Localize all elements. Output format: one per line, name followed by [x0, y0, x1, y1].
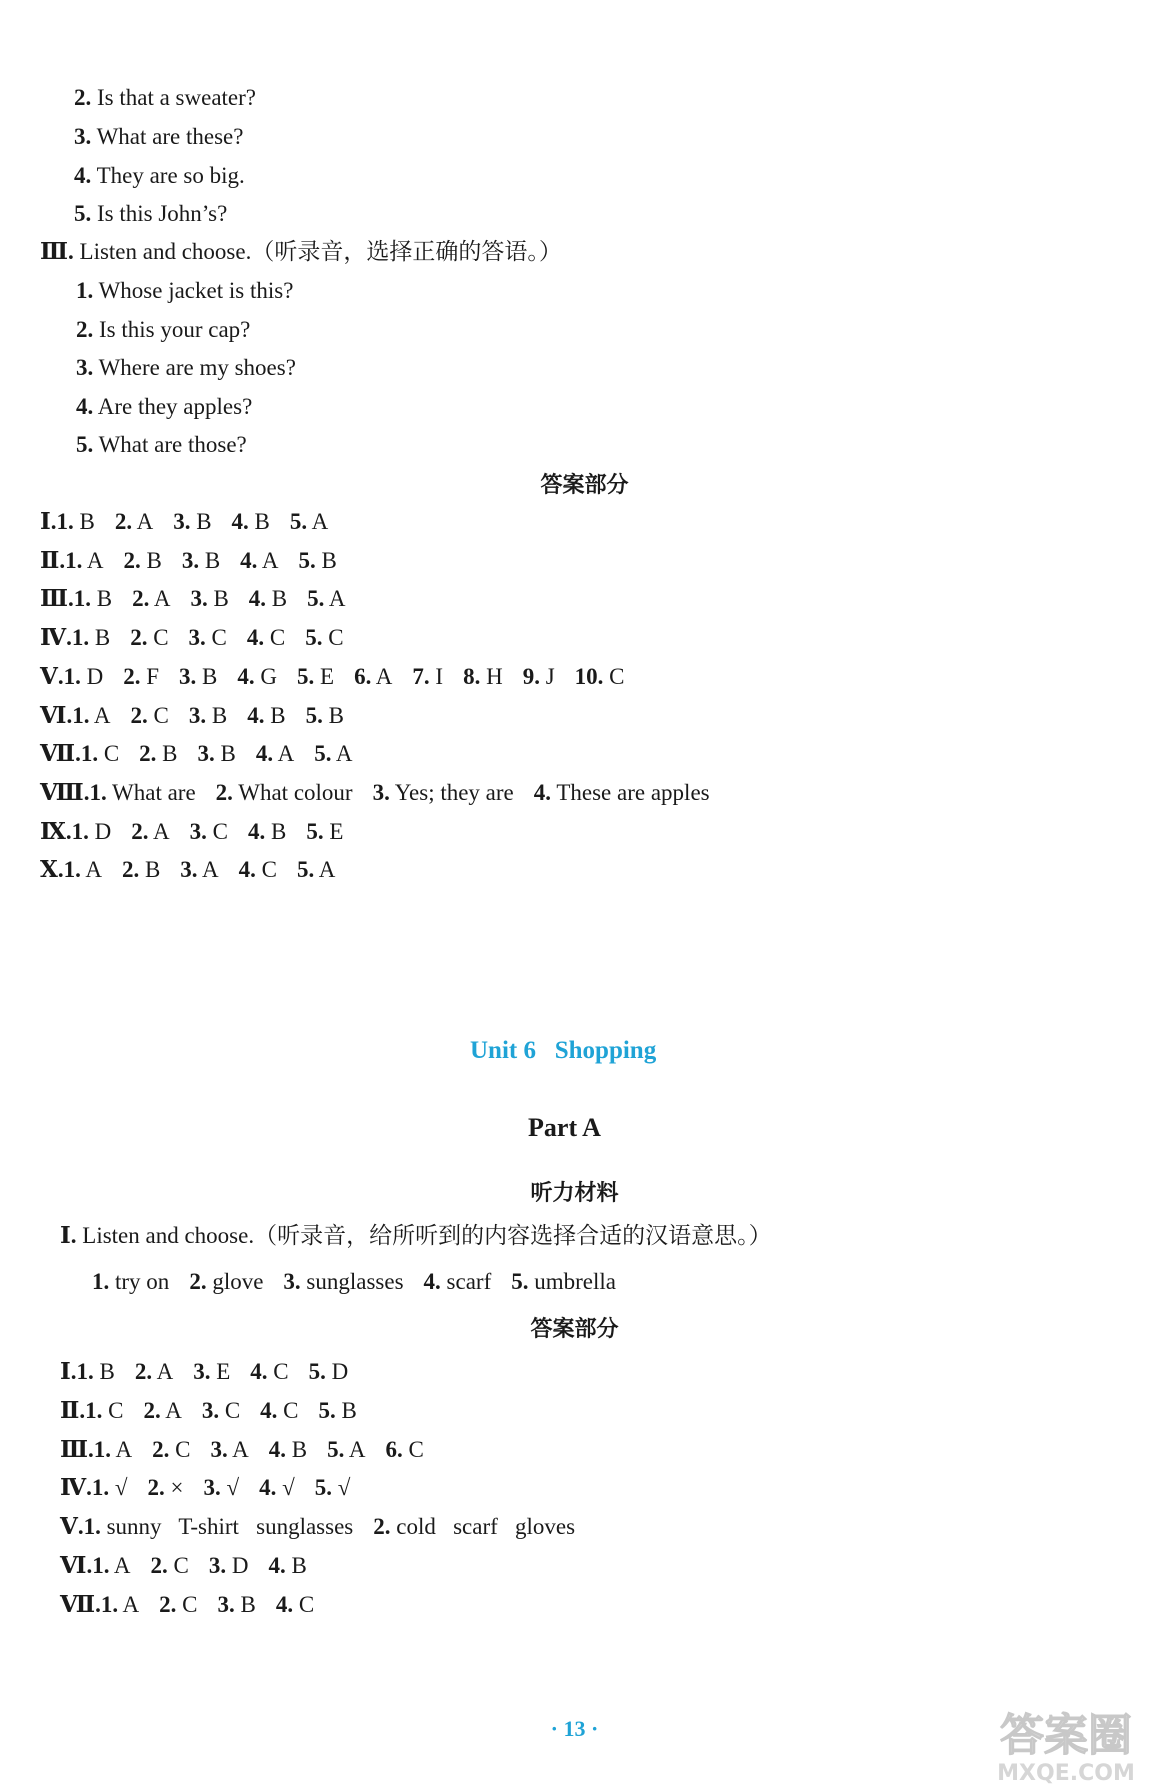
- roman-numeral: Ⅰ.: [40, 509, 57, 534]
- answers2-row: [60, 1358, 348, 1386]
- answer-item: 1. D: [71, 818, 112, 844]
- q3-item-5: 5. What are those?: [76, 432, 247, 457]
- answer-item: 2. A: [114, 509, 154, 534]
- answer-item: 5. A: [307, 586, 346, 612]
- q3-item-4: 4. Are they apples?: [76, 394, 253, 419]
- answer-item: 1. A: [72, 702, 111, 728]
- answer-item: 7. I: [412, 663, 444, 689]
- answers1-row: [40, 663, 625, 691]
- answer-item: 2. A: [132, 586, 171, 612]
- answers2-row: [60, 1397, 357, 1425]
- roman-numeral: Ⅶ.: [40, 741, 81, 767]
- q3-instruction: Ⅲ. Listen and choose.（听录音，选择正确的答语。）: [40, 239, 562, 264]
- answer-item: 4. B: [268, 1436, 308, 1462]
- answer-item: 4. B: [248, 586, 288, 612]
- answers2-row: [60, 1591, 314, 1619]
- q2-item-5: 5. Is this John’s?: [74, 201, 228, 226]
- answer-item: 3. C: [201, 1397, 241, 1423]
- answer-item: 4. G: [237, 663, 277, 689]
- answer-item: 4. √: [259, 1475, 295, 1501]
- answers-heading-1: 答案部分: [540, 473, 629, 498]
- roman-numeral: Ⅳ.: [40, 625, 72, 651]
- answers2-row: [60, 1513, 575, 1541]
- answer-item: 1. B: [76, 1359, 115, 1384]
- answer-item: 4. These are apples: [533, 779, 710, 805]
- answer-item: 2. A: [134, 1359, 174, 1384]
- answers1-row: [40, 624, 344, 652]
- listening-item: 1. try on: [92, 1269, 170, 1294]
- answer-item: 4. C: [260, 1397, 299, 1423]
- answers2-row: [60, 1474, 350, 1502]
- answer-item: 1. B: [56, 509, 95, 534]
- answer-item: 2. F: [123, 663, 160, 689]
- answer-item: 2. B: [139, 741, 178, 767]
- answer-item: 5. A: [289, 509, 329, 534]
- q3-item-2: 2. Is this your cap?: [76, 317, 251, 342]
- answers2-row: [60, 1436, 424, 1464]
- answer-item: 4. A: [240, 547, 279, 573]
- answer-item: 3. B: [217, 1591, 256, 1617]
- svg-text:MXQE.COM: MXQE.COM: [997, 1761, 1135, 1786]
- answer-item: 4. B: [268, 1553, 307, 1578]
- answer-item: 3. B: [197, 741, 236, 767]
- roman-numeral: Ⅷ.: [40, 779, 90, 805]
- answer-item: 2. C: [152, 1436, 191, 1462]
- answer-item: 1. C: [80, 741, 120, 767]
- q1b-items: [92, 1268, 616, 1296]
- roman-numeral: Ⅴ.: [60, 1514, 84, 1540]
- answer-item: 3. B: [179, 663, 218, 689]
- answer-item: 3. B: [173, 509, 212, 534]
- answer-item: 4. C: [238, 857, 277, 883]
- roman-numeral: Ⅶ.: [60, 1591, 101, 1617]
- roman-numeral: Ⅱ.: [40, 547, 66, 573]
- listening-item: 4. scarf: [423, 1269, 492, 1294]
- answer-item: 5. B: [318, 1397, 357, 1423]
- answer-item: 3. A: [180, 857, 219, 883]
- answers2-row: [60, 1552, 307, 1580]
- roman-numeral: Ⅳ.: [60, 1475, 92, 1501]
- answers1-row: [40, 702, 344, 730]
- q2-item-3: 3. What are these?: [74, 124, 244, 149]
- answer-item: 6. C: [385, 1436, 424, 1462]
- answer-item: 2. A: [143, 1397, 182, 1423]
- answer-item: 3. C: [188, 625, 227, 651]
- q2-item-2: 2. Is that a sweater?: [74, 85, 257, 110]
- answer-item: 2. C: [130, 625, 169, 651]
- answer-item: 2. ×: [147, 1475, 184, 1501]
- answer-item: 6. A: [354, 663, 393, 689]
- answer-item: 1. A: [65, 547, 104, 573]
- answer-item: 2. cold scarf gloves: [373, 1514, 576, 1540]
- listening-item: 3. sunglasses: [283, 1269, 404, 1294]
- listening-item: 2. glove: [189, 1269, 264, 1294]
- listening-item: 5. umbrella: [511, 1269, 616, 1294]
- answer-item: 5. A: [296, 857, 336, 883]
- roman-numeral: Ⅹ.: [40, 857, 64, 883]
- answer-item: 8. H: [463, 663, 503, 689]
- part-heading: Part A: [528, 1113, 601, 1142]
- roman-numeral: Ⅸ.: [40, 818, 72, 844]
- answer-item: 5. √: [314, 1475, 351, 1501]
- answer-item: 3. D: [208, 1553, 249, 1578]
- watermark-logo: [981, 1704, 1151, 1786]
- answer-item: 3. √: [203, 1475, 240, 1501]
- answers1-row: [40, 547, 337, 575]
- answer-item: 4. C: [246, 625, 286, 651]
- answer-item: 3. A: [210, 1436, 249, 1462]
- answers-heading-2: 答案部分: [530, 1317, 619, 1342]
- answer-item: 5. C: [305, 625, 344, 651]
- answer-item: 5. D: [308, 1359, 349, 1384]
- answer-item: 1. D: [63, 663, 104, 689]
- answer-item: 2. C: [130, 702, 169, 728]
- q3-item-1: 1. Whose jacket is this?: [76, 278, 294, 303]
- answer-item: 1. C: [85, 1397, 124, 1423]
- answer-item: 2. A: [131, 818, 170, 844]
- answer-item: 1. √: [91, 1475, 128, 1501]
- answer-item: 3. C: [189, 818, 228, 844]
- answers1-row: [40, 856, 335, 884]
- answer-item: 1. A: [92, 1553, 131, 1578]
- roman-numeral: Ⅲ.: [60, 1436, 94, 1462]
- answer-item: 4. A: [255, 741, 295, 767]
- answer-item: 4. B: [247, 818, 287, 844]
- answer-item: 2. C: [159, 1591, 198, 1617]
- roman-numeral: Ⅲ.: [40, 586, 74, 612]
- unit-heading: Unit 6 Shopping: [470, 1037, 657, 1064]
- answer-item: 2. B: [121, 857, 161, 883]
- q1b-instruction: Ⅰ. Listen and choose.（听录音，给所听到的内容选择合适的汉语意思。）: [60, 1223, 772, 1248]
- answer-item: 3. B: [190, 586, 229, 612]
- roman-numeral: Ⅱ.: [60, 1397, 86, 1423]
- q3-item-3: 3. Where are my shoes?: [76, 355, 296, 380]
- answer-item: 5. A: [327, 1436, 366, 1462]
- answer-item: 3. B: [181, 547, 221, 573]
- answer-item: 2. C: [150, 1553, 189, 1578]
- answer-item: 10. C: [574, 663, 625, 689]
- answer-item: 1. B: [71, 625, 111, 651]
- answers1-row: [40, 740, 353, 768]
- answer-item: 1. sunny T-shirt sunglasses: [83, 1514, 354, 1540]
- answer-item: 4. B: [247, 702, 286, 728]
- answer-item: 1. A: [100, 1591, 140, 1617]
- answer-item: 2. B: [123, 547, 162, 573]
- answer-item: 5. A: [314, 741, 353, 767]
- answer-item: 5. E: [297, 663, 335, 689]
- answer-item: 5. B: [305, 702, 344, 728]
- svg-text:答案圈: 答案圈: [1000, 1710, 1132, 1761]
- answer-item: 2. What colour: [215, 779, 353, 805]
- q2-item-4: 4. They are so big.: [74, 163, 245, 188]
- page-number: · 13 ·: [550, 1716, 599, 1741]
- answer-item: 1. B: [73, 586, 113, 612]
- answer-item: 3. Yes; they are: [372, 779, 514, 805]
- answer-item: 4. C: [275, 1591, 315, 1617]
- answer-item: 1. A: [93, 1436, 133, 1462]
- answer-item: 5. B: [298, 547, 337, 573]
- answers1-row: [40, 779, 710, 807]
- roman-numeral: Ⅵ.: [40, 702, 73, 728]
- roman-numeral: Ⅵ.: [60, 1553, 93, 1578]
- roman-numeral: Ⅰ.: [60, 1359, 77, 1384]
- answer-item: 4. B: [231, 509, 270, 534]
- listening-heading: 听力材料: [530, 1181, 619, 1206]
- answer-item: 4. C: [250, 1359, 289, 1384]
- answers1-row: [40, 508, 328, 536]
- roman-numeral: Ⅴ.: [40, 663, 64, 689]
- answer-item: 3. E: [193, 1359, 231, 1384]
- answer-item: 1. A: [63, 857, 102, 883]
- answer-item: 3. B: [188, 702, 228, 728]
- answer-item: 5. E: [306, 818, 344, 844]
- answer-item: 9. J: [522, 663, 555, 689]
- answers1-row: [40, 585, 345, 613]
- answers1-row: [40, 818, 343, 846]
- answer-item: 1. What are: [89, 779, 196, 805]
